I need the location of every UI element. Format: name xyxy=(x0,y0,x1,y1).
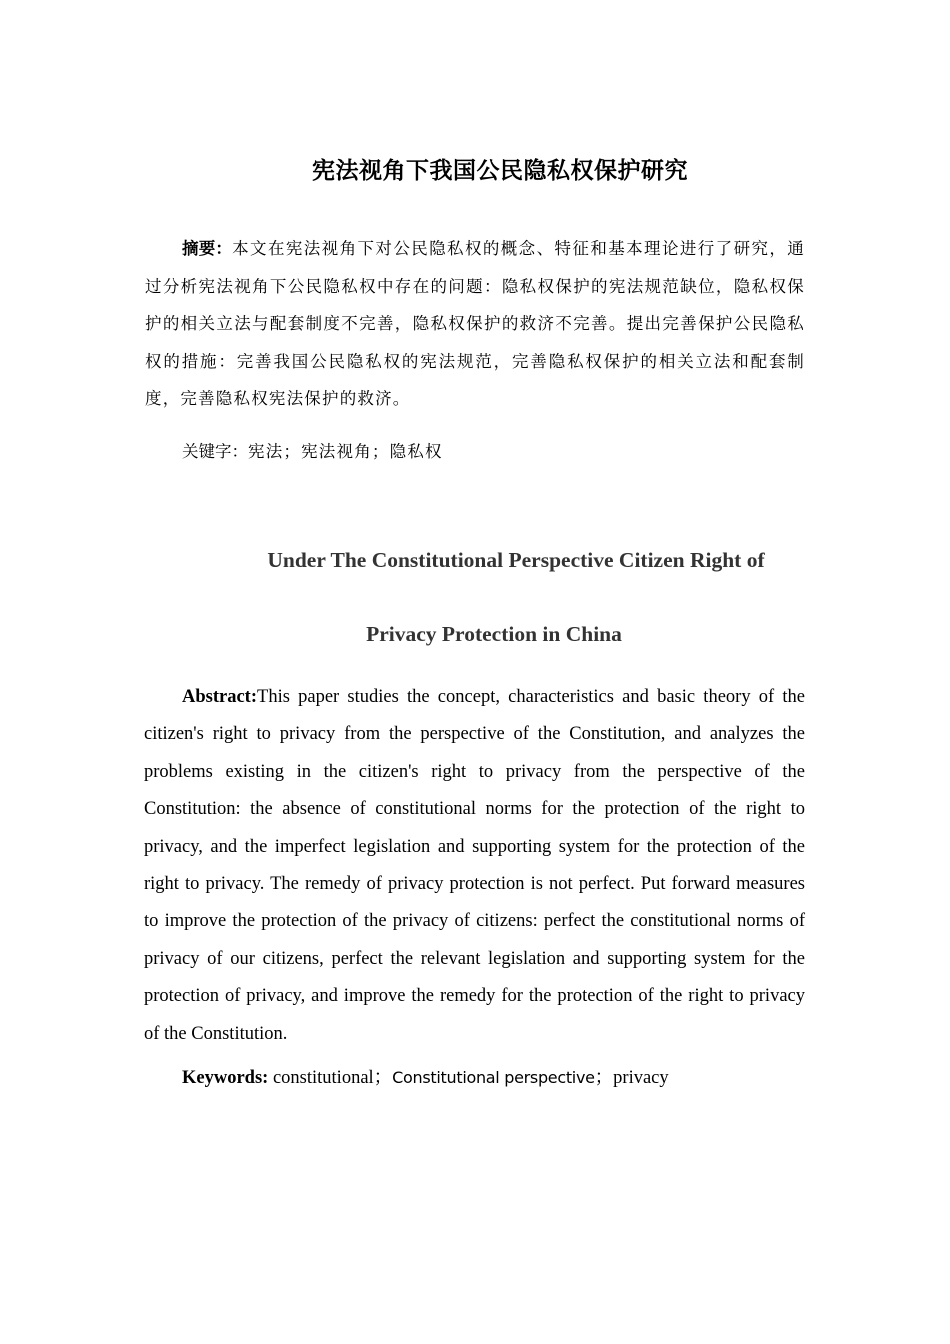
english-abstract xyxy=(144,679,805,1053)
chinese-abstract-label: 摘要： xyxy=(182,239,233,258)
english-keyword-2: Constitutional perspective xyxy=(392,1068,595,1087)
chinese-keywords-text: 宪法；宪法视角；隐私权 xyxy=(248,442,443,461)
english-title-line-2: Privacy Protection in China xyxy=(366,622,622,646)
english-keywords xyxy=(182,1064,669,1092)
chinese-keywords-label: 关键字： xyxy=(182,442,248,461)
english-abstract-text: This paper studies the concept, characteristics and basic theory of the citizen's right to privacy from the perspective of the Constitution, and analyzes the problems existing in the citizen's right to privacy from the perspective of the Constitution: the absence of constitutional norms for the protection of the right to privacy, and the imperfect legislation and supporting system for the protection of the right to privacy. The remedy of privacy protection is not perfect. Put forward measures to improve the protection of the privacy of citizens: perfect the constitutional norms of privacy of our citizens, perfect the relevant legislation and supporting system for the protection of privacy, and improve the remedy for the protection of the right to privacy of the Constitution. xyxy=(144,687,805,1044)
chinese-keywords xyxy=(182,436,443,468)
chinese-title: 宪法视角下我国公民隐私权保护研究 xyxy=(312,158,688,184)
english-keywords-label: Keywords: xyxy=(182,1068,269,1088)
english-keyword-3: ；privacy xyxy=(594,1068,669,1088)
english-keyword-1: constitutional； xyxy=(268,1068,393,1088)
chinese-abstract xyxy=(145,230,805,418)
english-title-line-1: Under The Constitutional Perspective Citizen Right of xyxy=(267,548,765,572)
english-abstract-label: Abstract: xyxy=(182,687,258,707)
chinese-abstract-text: 本文在宪法视角下对公民隐私权的概念、特征和基本理论进行了研究，通过分析宪法视角下公民隐私权中存在的问题：隐私权保护的宪法规范缺位，隐私权保护的相关立法与配套制度不完善，隐私权保护的救济不完善。提出完善保护公民隐私权的措施：完善我国公民隐私权的宪法规范，完善隐私权保护的相关立法和配套制度，完善隐私权宪法保护的救济。 xyxy=(145,239,806,408)
